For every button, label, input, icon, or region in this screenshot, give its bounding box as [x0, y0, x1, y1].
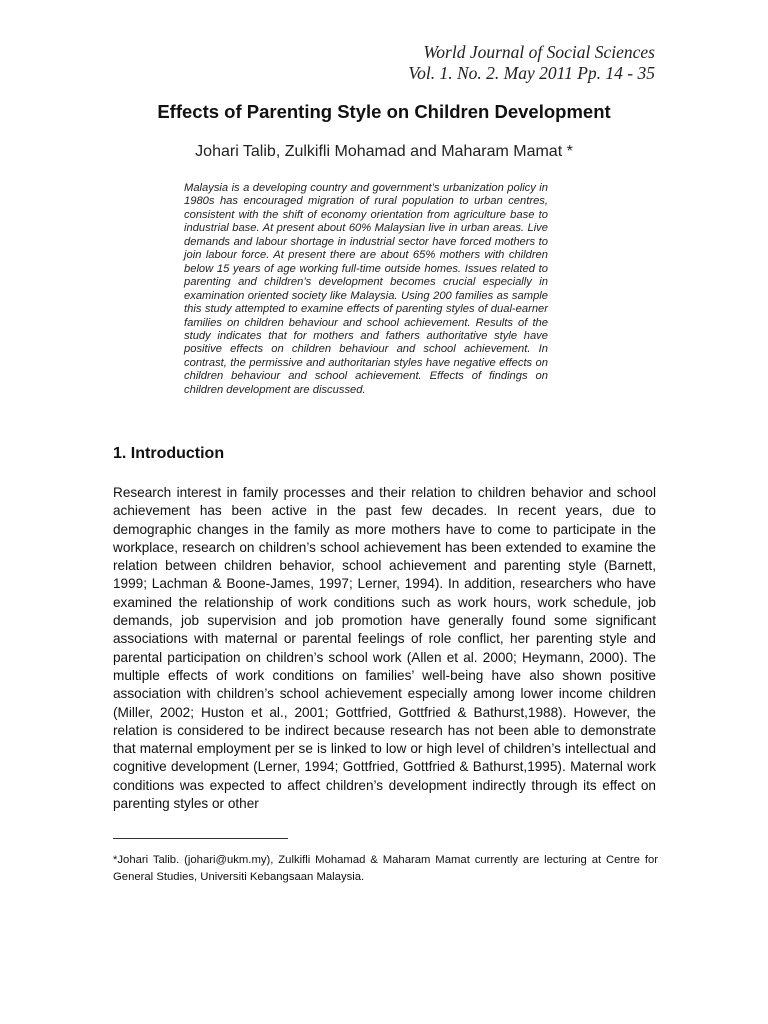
- paper-title: Effects of Parenting Style on Children Development: [157, 101, 611, 122]
- footnote-text: *Johari Talib. (johari@ukm.my), Zulkifli Mohamad & Maharam Mamat currently are lecturing at Centre for General Studies, Universiti Kebangsaan Malaysia.: [113, 854, 658, 883]
- journal-header: [235, 42, 655, 84]
- journal-volume: Vol. 1. No. 2. May 2011 Pp. 14 - 35: [408, 63, 655, 83]
- paper-authors: Johari Talib, Zulkifli Mohamad and Maharam Mamat *: [195, 143, 573, 160]
- introduction-body: Research interest in family processes and their relation to children behavior and school achievement has been active in the past few decades. In recent years, due to demographic changes in the family as more mothers have to come to participate in the workplace, research on children’s school achievement has been extended to examine the relation between children behavior, school achievement and parenting style (Barnett, 1999; Lachman & Boone-James, 1997; Lerner, 1994). In addition, researchers who have examined the relationship of work conditions such as work hours, work schedule, job demands, job supervision and job promotion have generally found some significant associations with maternal or parental feelings of role conflict, her parenting style and parental participation on children’s school work (Allen et al. 2000; Heymann, 2000). The multiple effects of work conditions on families’ well-being have also shown positive association with children’s school achievement especially among lower income children (Miller, 2002; Huston et al., 2001; Gottfried, Gottfried & Bathurst,1988). However, the relation is considered to be indirect because research has not been able to demonstrate that maternal employment per se is linked to low or high level of children’s intellectual and cognitive development (Lerner, 1994; Gottfried, Gottfried & Bathurst,1995). Maternal work conditions was expected to affect children’s development indirectly through its effect on parenting styles or other: [113, 485, 656, 812]
- section-heading-introduction: 1. Introduction: [113, 445, 225, 462]
- footnote-divider: [113, 838, 288, 839]
- abstract-text: Malaysia is a developing country and government’s urbanization policy in 1980s has encouraged migration of rural population to urban centres, consistent with the shift of economy orientation from agriculture base to industrial base. At present about 60% Malaysian live in urban areas. Live demands and labour shortage in industrial sector have forced mothers to join labour force. At present there are about 65% mothers with children below 15 years of age working full-time outside homes. Issues related to parenting and children’s development becomes crucial especially in examination oriented society like Malaysia. Using 200 families as sample this study attempted to examine effects of parenting styles of dual-earner families on children behaviour and school achievement. Results of the study indicates that for mothers and fathers authoritative style have positive effects on children behaviour and school achievement. In contrast, the permissive and authoritarian styles have negative effects on children behaviour and school achievement. Effects of findings on children development are discussed.: [184, 182, 548, 396]
- journal-name: World Journal of Social Sciences: [423, 42, 655, 62]
